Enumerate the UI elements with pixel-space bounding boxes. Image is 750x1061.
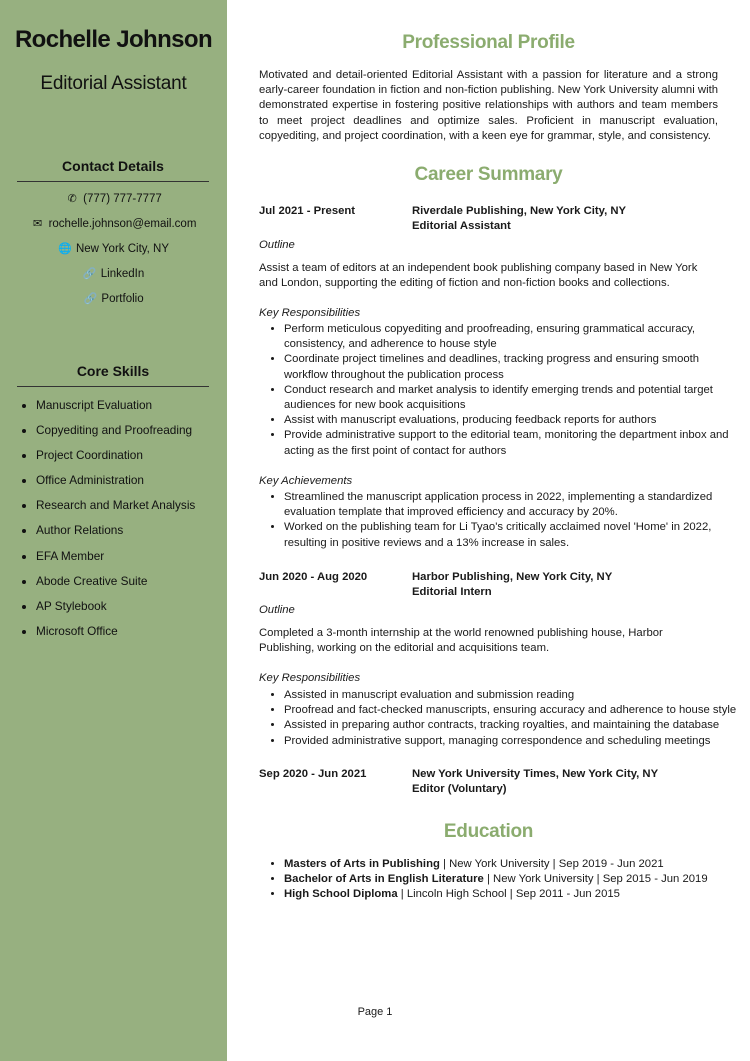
job-role: Editorial Assistant <box>412 220 511 232</box>
skill-item: • Copyediting and Proofreading <box>36 422 195 447</box>
contact-linkedin[interactable]: 🔗 LinkedIn <box>0 266 227 291</box>
list-item <box>284 872 743 887</box>
career-heading: Career Summary <box>414 164 563 185</box>
job-outline: Completed a 3-month internship at the world renowned publishing house, Harbor Publishing, working on the editorial and acquisitions team. <box>259 627 663 655</box>
job-company: New York University Times, New York City, NY <box>412 768 659 780</box>
responsibilities-list <box>259 322 743 459</box>
job-role: Editorial Intern <box>412 586 492 598</box>
phone-icon: ✆ <box>67 193 77 205</box>
education-details: | New York University | Sep 2019 - Jun 2021 <box>439 858 664 870</box>
job-role: Editor (Voluntary) <box>412 783 507 795</box>
contact-location: 🌐 New York City, NY <box>0 241 227 266</box>
job-dates: Jul 2021 - Present <box>259 205 356 217</box>
list-item: • Proofread and fact-checked manuscripts, ensuring accuracy and adherence to house style <box>284 703 743 718</box>
link-icon: 🔗 <box>83 293 98 305</box>
skill-item: • Project Coordination <box>36 447 195 472</box>
education-degree: Bachelor of Arts in English Literature <box>284 873 484 886</box>
skill-item: • Manuscript Evaluation <box>36 397 195 422</box>
skill-item: • Office Administration <box>36 472 195 497</box>
list-item: • Conduct research and market analysis to identify emerging trends and potential target audiences for new book acquisitions <box>284 383 743 413</box>
list-item: • Worked on the publishing team for Li Tyao's critically acclaimed novel 'Home' in 2022, resulting in positive reviews and a 13% increase in sales. <box>284 520 743 550</box>
responsibilities-label: Key Responsibilities <box>259 672 361 684</box>
list-item: • Assisted in preparing author contracts, tracking royalties, and maintaining the database <box>284 718 743 733</box>
contact-phone: ✆ (777) 777-7777 <box>0 191 227 216</box>
contact-heading: Contact Details <box>17 158 209 182</box>
candidate-name: Rochelle Johnson <box>14 26 213 53</box>
job-company: Riverdale Publishing, New York City, NY <box>412 205 627 217</box>
skill-item: • Research and Market Analysis <box>36 497 195 522</box>
education-degree: High School Diploma <box>284 888 398 901</box>
responsibilities-label: Key Responsibilities <box>259 307 361 319</box>
list-item: • Perform meticulous copyediting and proofreading, ensuring grammatical accuracy, consistency, and adherence to house style <box>284 322 743 352</box>
job-dates: Jun 2020 - Aug 2020 <box>259 571 368 583</box>
list-item: • Provided administrative support, managing correspondence and scheduling meetings <box>284 734 743 749</box>
achievements-label: Key Achievements <box>259 475 353 487</box>
job-dates: Sep 2020 - Jun 2021 <box>259 768 367 780</box>
skill-item: • Abode Creative Suite <box>36 573 195 598</box>
skill-item: • Microsoft Office <box>36 623 195 648</box>
skill-item: • AP Stylebook <box>36 598 195 623</box>
globe-icon: 🌐 <box>58 243 72 255</box>
job-company: Harbor Publishing, New York City, NY <box>412 571 613 583</box>
responsibilities-list <box>259 688 743 749</box>
achievements-list <box>259 490 743 551</box>
profile-text: Motivated and detail-oriented Editorial Assistant with a passion for literature and a strong early-career foundation in fiction and non-fiction publishing. New York University alumni with demonstrated expertise in fostering positive relationships with authors and team members to meet project deadlines and optimize sales. Proficient in manuscript evaluation, copyediting, and project coordination, with a keen eye for grammar, style, and consistency. <box>259 69 718 142</box>
skills-heading: Core Skills <box>17 363 209 387</box>
list-item: • Provide administrative support to the editorial team, monitoring the department inbox and acting as the first point of contact for authors <box>284 428 743 458</box>
list-item: • Coordinate project timelines and deadlines, tracking progress and ensuring smooth workflow throughout the publication process <box>284 352 743 382</box>
outline-label: Outline <box>259 239 295 251</box>
education-list <box>259 857 743 903</box>
candidate-title: Editorial Assistant <box>40 73 187 94</box>
list-item: • Assist with manuscript evaluations, producing feedback reports for authors <box>284 413 743 428</box>
envelope-icon: ✉ <box>32 218 43 230</box>
page-number: Page 1 <box>357 1006 393 1018</box>
sidebar <box>0 0 227 1061</box>
education-heading: Education <box>443 821 534 842</box>
list-item <box>284 887 743 902</box>
profile-heading: Professional Profile <box>402 32 575 53</box>
outline-label: Outline <box>259 604 295 616</box>
link-icon: 🔗 <box>82 268 97 280</box>
education-details: | Lincoln High School | Sep 2011 - Jun 2015 <box>397 888 620 901</box>
education-details: | New York University | Sep 2015 - Jun 2019 <box>483 873 708 886</box>
skill-item: • Author Relations <box>36 522 195 547</box>
contact-email[interactable]: ✉ rochelle.johnson@email.com <box>0 216 227 241</box>
skills-list <box>20 397 195 648</box>
list-item: • Assisted in manuscript evaluation and submission reading <box>284 688 743 703</box>
education-degree: Masters of Arts in Publishing <box>284 858 440 870</box>
contact-portfolio[interactable]: 🔗 Portfolio <box>0 291 227 316</box>
skill-item: • EFA Member <box>36 548 195 573</box>
contact-list <box>0 191 227 316</box>
list-item: • Streamlined the manuscript application process in 2022, implementing a standardized evaluation template that improved efficiency and accuracy by 20%. <box>284 490 743 520</box>
list-item <box>284 857 743 872</box>
job-outline: Assist a team of editors at an independent book publishing company based in New York and London, supporting the editing of fiction and non-fiction books and collections. <box>259 262 698 290</box>
